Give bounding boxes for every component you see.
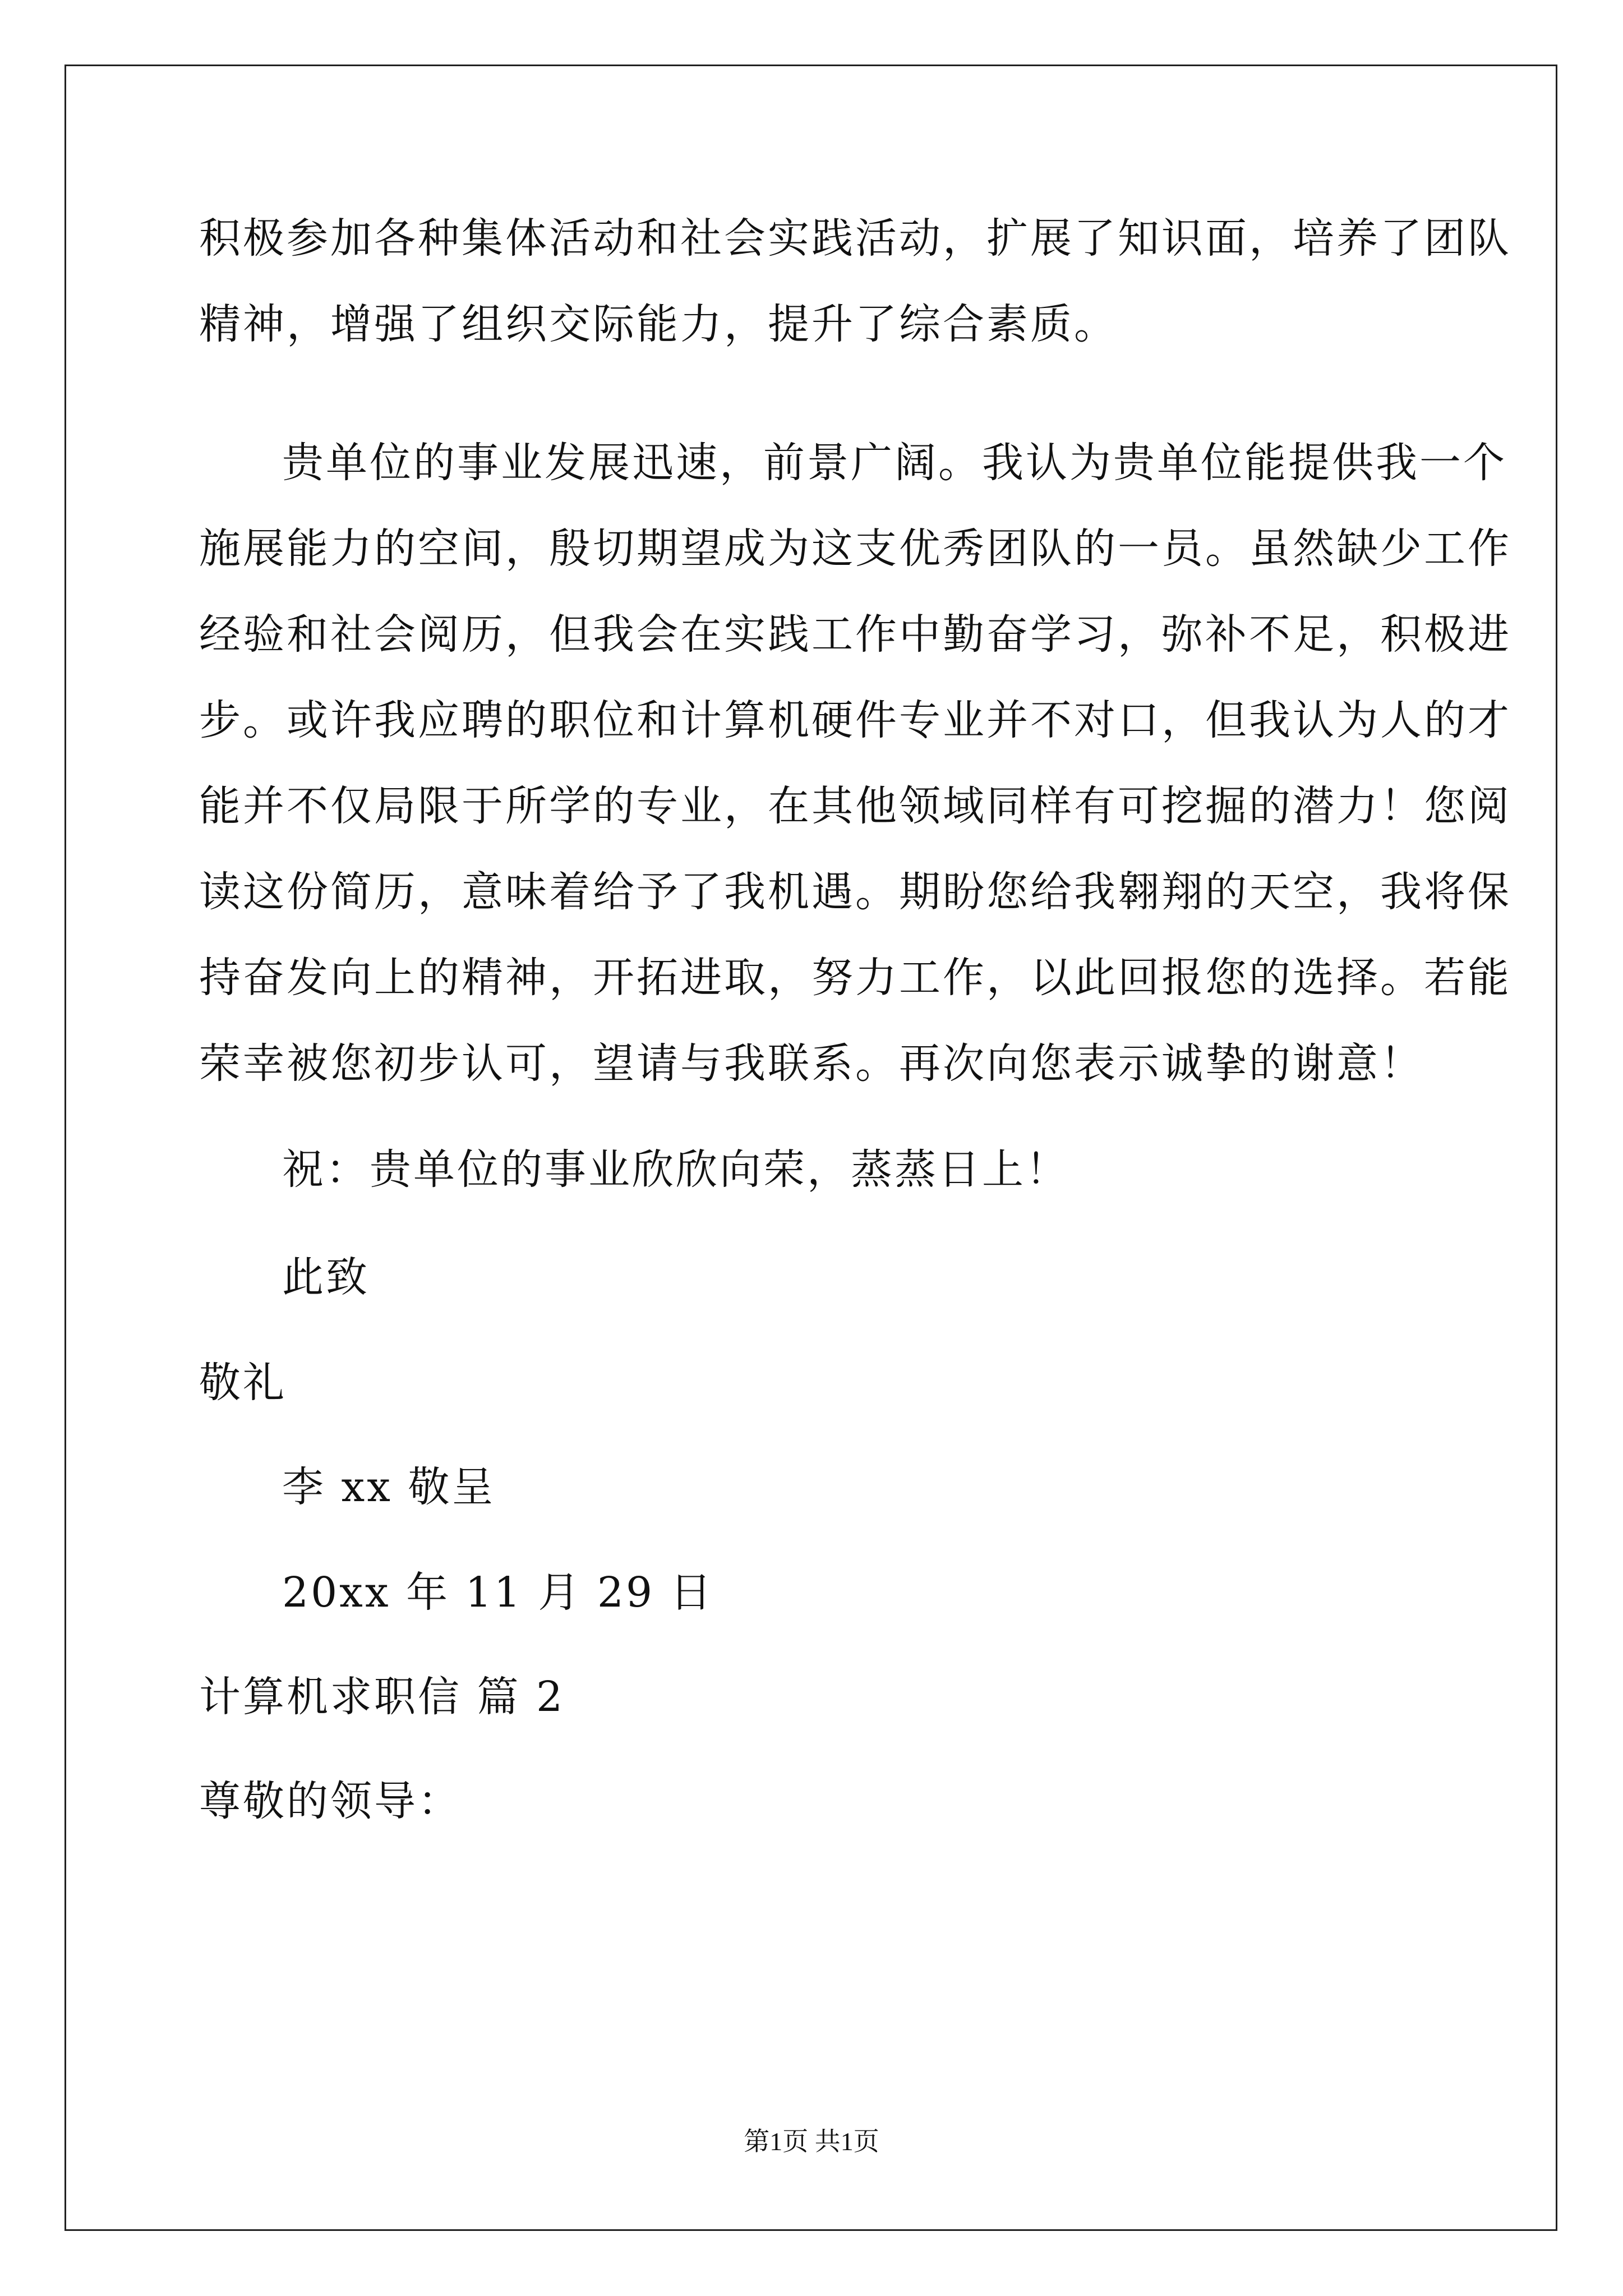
paragraph-line-9: 持奋发向上的精神，开拓进取，努力工作，以此回报您的选择。若能: [199, 954, 1511, 1002]
signature: 李 xx 敬呈: [282, 1463, 496, 1511]
paragraph-line-10: 荣幸被您初步认可，望请与我联系。再次向您表示诚挚的谢意！: [199, 1039, 1424, 1088]
closing-jingli: 敬礼: [199, 1359, 287, 1407]
paragraph-line-1: 积极参加各种集体活动和社会实践活动，扩展了知识面，培养了团队: [199, 214, 1511, 263]
paragraph-line-8: 读这份简历，意味着给予了我机遇。期盼您给我翱翔的天空，我将保: [199, 868, 1511, 916]
closing-cizhi: 此致: [282, 1253, 370, 1301]
paragraph-line-4: 施展能力的空间，殷切期望成为这支优秀团队的一员。虽然缺少工作: [199, 524, 1511, 573]
paragraph-line-7: 能并不仅局限于所学的专业，在其他领域同样有可挖掘的潜力！您阅: [199, 782, 1511, 830]
section-heading: 计算机求职信 篇 2: [199, 1673, 565, 1721]
salutation: 尊敬的领导：: [199, 1777, 462, 1825]
wishes-line: 祝：贵单位的事业欣欣向荣，蒸蒸日上！: [282, 1145, 1069, 1194]
date-line: 20xx 年 11 月 29 日: [282, 1568, 714, 1617]
paragraph-line-3: 贵单位的事业发展迅速，前景广阔。我认为贵单位能提供我一个: [282, 439, 1507, 487]
paragraph-line-5: 经验和社会阅历，但我会在实践工作中勤奋学习，弥补不足，积极进: [199, 610, 1511, 659]
page-footer: 第1页 共1页: [744, 2127, 879, 2156]
paragraph-line-2: 精神，增强了组织交际能力，提升了综合素质。: [199, 300, 1118, 348]
paragraph-line-6: 步。或许我应聘的职位和计算机硬件专业并不对口，但我认为人的才: [199, 696, 1511, 744]
